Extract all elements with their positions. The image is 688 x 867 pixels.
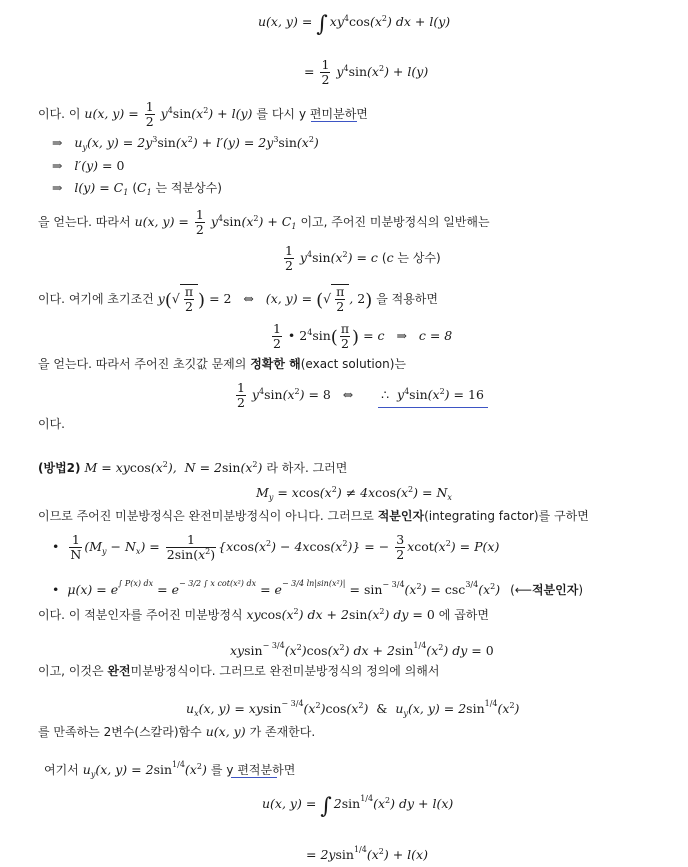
text-exact-solution: 을 얻는다. 따라서 주어진 초깃값 문제의 정확한 해(exact solution)는: [38, 357, 406, 371]
bullet-mu-of-x: • $\mu(x) = e^{\int P(x) dx} = e^{- 3/2 \int x cot(x^2) dx} = e^{- 3/4 ln|sin(x^2)|} = \sin^{- 3/4}(x^2) = \csc^{3/4}(x^2)$ (⟵적분인자): [52, 579, 584, 597]
text-therefore-u: 을 얻는다. 따라서 u(x, y) = $\frac{1}{2}$ $y^4\sin(x^2) + C_1$ 이고, 주어진 미분방정식의 일반해는: [38, 207, 490, 237]
method2-header: (방법2) $M = xycos(x^2)$, $N = 2\sin(x^2)$ 라 하자. 그러면: [38, 460, 348, 475]
underline-y-integral: [231, 777, 277, 778]
exact-solution: $\frac{1}{2}$ $y^4\sin(x^2) = 8$ ⇔ ∴ $y^4\sin(x^2) = 16$: [237, 380, 484, 410]
bullet-p-of-x: • $\frac{1}{N}$ $(M_y - N_x)$ = $\frac{1}{2\sin(x^2)}$ $\{xcos(x^2) - 4xcos(x^2)\}$ = − $\frac{3}{2}$ $xcot(x^2) = P(x)$: [52, 532, 500, 562]
constant-evaluation: $\frac{1}{2}$ • $2^4\sin$( $\frac{\pi}{2}$ ) = c ⇒ c = 8: [273, 321, 453, 351]
text-scalar-function: 를 만족하는 2변수(스칼라)함수 u(x, y) 가 존재한다.: [38, 724, 316, 739]
step-uy: ⇒ $u_y(x$, $y) = 2y^3\sin(x^2) + l'(y) = 2y^3\sin(x^2)$: [52, 135, 319, 152]
y-partial-integral-label: y 편적분하면: [226, 763, 296, 777]
exactness-test: $M_y = xcos(x^2) \ne 4xcos(x^2) = N_x$: [256, 485, 452, 502]
text-partial-integrate: 여기서 $u_y(x$, $y) = 2\sin^{1/4}(x^2)$ 를 y 편적분하면: [44, 760, 296, 779]
exact-equation: $xysin^{- 3/4}(x^2)\cos(x^2)$ dx + $2\sin^{1/4}(x^2)$ dy = 0: [230, 641, 494, 658]
equation-u-result: = $\frac{1}{2}$ $y^4\sin(x^2) + l(y)$: [304, 57, 429, 87]
equation-u-integral-y: u(x, y) = ∫ $2\sin^{1/4}(x^2)$ dy + l(x): [262, 794, 454, 819]
text-differentiate-again: 이다. 이 u(x, y) = $\frac{1}{2}$ $y^4\sin(x^2) + l(y)$ 를 다시 y 편미분하면: [38, 99, 368, 129]
step-l-constant: ⇒ $l(y) = C_1$ ($C_1$ 는 적분상수): [52, 180, 222, 197]
underline-y-partial: [311, 121, 357, 122]
equation-u-integral: u(x, y) = ∫ $xy^4\cos(x^2)$ dx + l(y): [258, 12, 451, 37]
text-is-exact: 이고, 이것은 완전미분방정식이다. 그러므로 완전미분방정식의 정의에 의해서: [38, 664, 440, 678]
text-ida: 이다.: [38, 417, 65, 431]
underline-final-answer: [378, 407, 488, 408]
general-solution: $\frac{1}{2}$ $y^4\sin(x^2) = c$ (c 는 상수): [285, 243, 441, 273]
text-multiply-factor: 이다. 이 적분인자를 주어진 미분방정식 $xycos(x^2)$ dx + $2\sin(x^2)$ dy = 0 에 곱하면: [38, 607, 489, 622]
step-l-prime: ⇒ l′(y) = 0: [52, 158, 125, 173]
text-not-exact: 이므로 주어진 미분방정식은 완전미분방정식이 아니다. 그러므로 적분인자(integrating factor)를 구하면: [38, 509, 589, 523]
final-answer: ∴ $y^4\sin(x^2) = 16$: [381, 386, 484, 402]
equation-u-result-y: = $2ysin^{1/4}(x^2) + l(x)$: [306, 845, 428, 862]
partial-conditions: $u_x(x$, $y) = xysin^{- 3/4}(x^2)\cos(x^2)$ & $u_y(x$, $y) = 2\sin^{1/4}(x^2)$: [186, 699, 520, 718]
y-partial-label: y 편미분하면: [299, 106, 368, 121]
text-initial-condition: 이다. 여기에 초기조건 y(√ $\frac{\pi}{2}$ ) = 2 ⇔ (x, y) = (√ $\frac{\pi}{2}$ , 2) 을 적용하면: [38, 284, 438, 314]
c-value: c = 8: [418, 327, 453, 343]
